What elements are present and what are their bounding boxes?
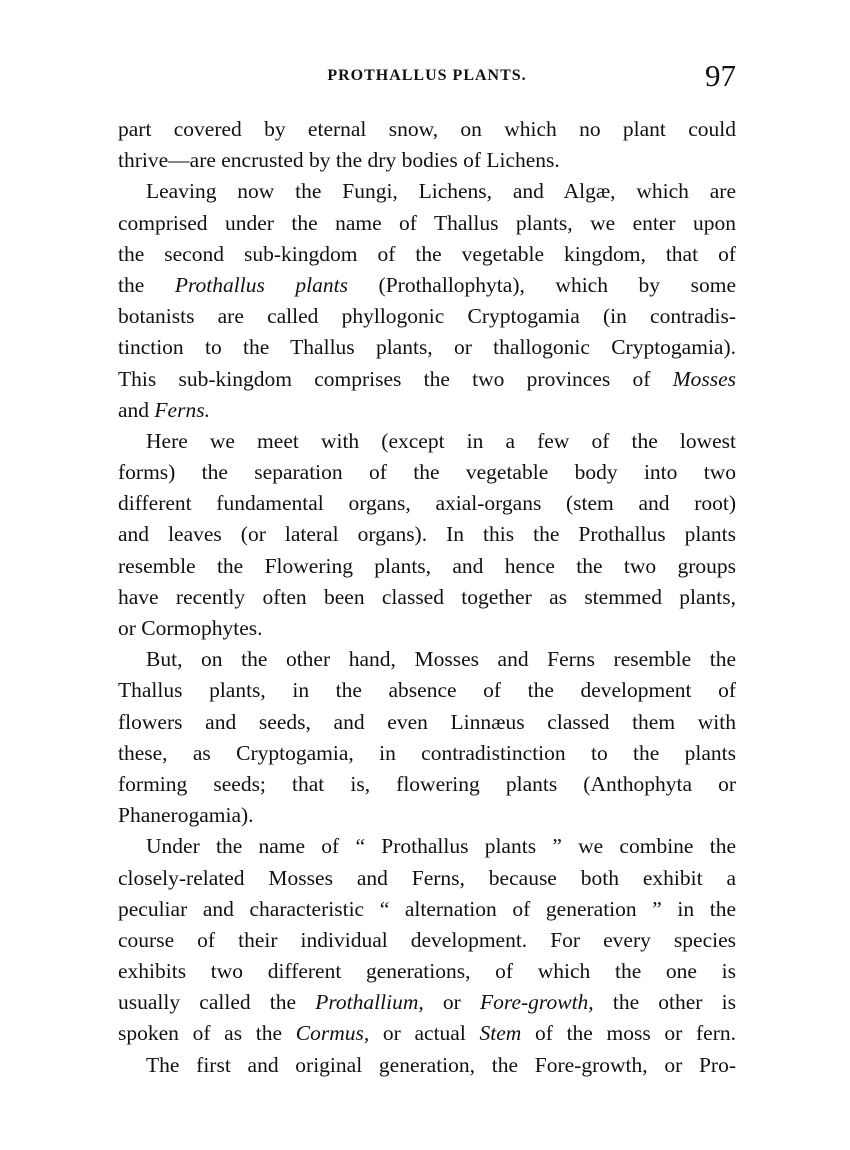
body-text [118,114,736,1081]
text-line: But, on the other hand, Mosses and Ferns resemble the [146,647,736,672]
text-line: and leaves (or lateral organs). In this the Prothallus plants [118,522,736,547]
text-line: Under the name of “ Prothallus plants ” we combine the [146,834,736,859]
text-line: flowers and seeds, and even Linnæus classed them with [118,709,736,734]
text-line: different fundamental organs, axial-organs (stem and root) [118,491,736,516]
text-line: Thallus plants, in the absence of the development of [118,678,736,703]
text-line: course of their individual development. For every species [118,927,736,952]
text-line: thrive—are encrusted by the dry bodies of Lichens. [118,148,560,173]
text-line: the second sub-kingdom of the vegetable kingdom, that of [118,241,736,266]
text-line: Leaving now the Fungi, Lichens, and Algæ, which are [146,179,736,204]
text-line: exhibits two different generations, of which the one is [118,959,736,984]
text-line: and Ferns. [118,397,210,422]
text-line: comprised under the name of Thallus plants, we enter upon [118,210,736,235]
text-line: the Prothallus plants (Prothallophyta), which by some [118,272,736,297]
text-line: The first and original generation, the Fore-growth, or Pro- [146,1052,736,1077]
text-line: peculiar and characteristic “ alternation of generation ” in the [118,896,736,921]
text-line: Here we meet with (except in a few of the lowest [146,428,736,453]
text-line: Phanerogamia). [118,803,254,828]
page-number: 97 [705,58,736,93]
text-line: these, as Cryptogamia, in contradistinction to the plants [118,740,736,765]
text-line: This sub-kingdom comprises the two provinces of Mosses [118,366,736,391]
text-line: part covered by eternal snow, on which no plant could [118,117,736,141]
running-head [118,58,736,96]
text-line: usually called the Prothallium, or Fore-growth, the other is [118,990,736,1015]
text-line: tinction to the Thallus plants, or thallogonic Cryptogamia). [118,335,736,360]
text-line: forms) the separation of the vegetable body into two [118,460,736,485]
text-line: botanists are called phyllogonic Cryptogamia (in contradis- [118,304,736,329]
text-line: closely-related Mosses and Ferns, because both exhibit a [118,865,736,890]
text-line: or Cormophytes. [118,616,263,640]
text-line: resemble the Flowering plants, and hence the two groups [118,553,736,578]
running-title: PROTHALLUS PLANTS. [327,67,527,84]
text-line: forming seeds; that is, flowering plants (Anthophyta or [118,771,736,796]
text-line: spoken of as the Cormus, or actual Stem of the moss or fern. [118,1021,736,1046]
text-line: have recently often been classed together as stemmed plants, [118,584,736,609]
